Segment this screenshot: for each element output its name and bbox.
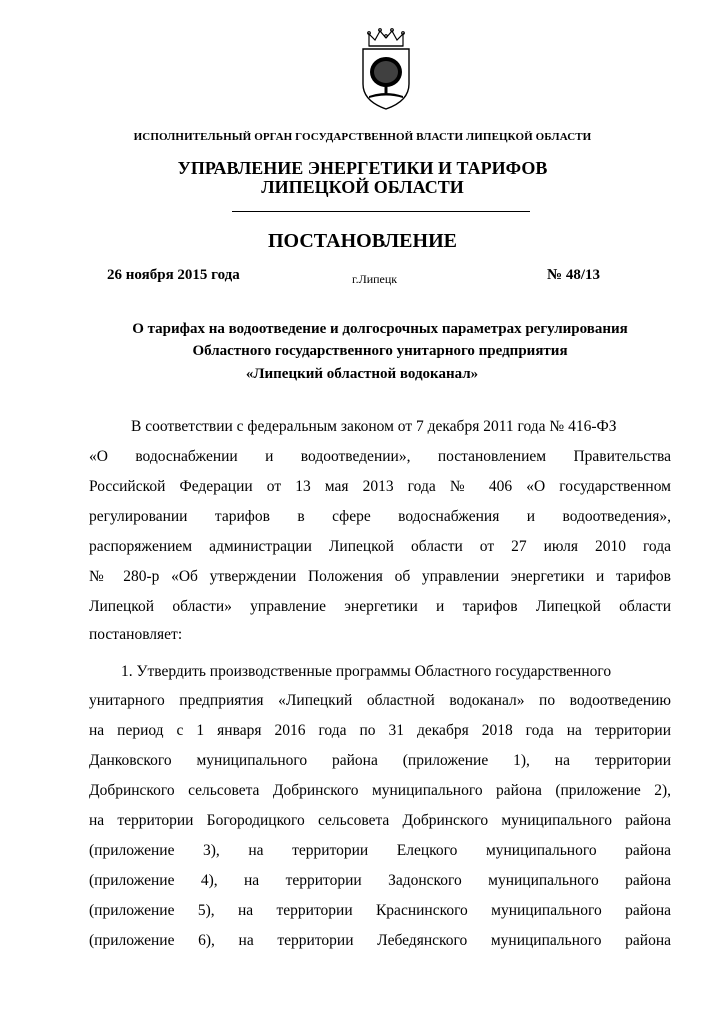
subject-line: «Липецкий областной водоканал» [245,366,479,382]
body-line: Добринского сельсовета Добринского муниципального района (приложение 2), [89,782,671,799]
department-name-line2: ЛИПЕЦКОЙ ОБЛАСТИ [261,177,464,197]
body-line: на территории Богородицкого сельсовета Добринского муниципального района [89,812,671,829]
document-type-title: ПОСТАНОВЛЕНИЕ [268,230,457,252]
department-name-line1: УПРАВЛЕНИЕ ЭНЕРГЕТИКИ И ТАРИФОВ [177,158,548,178]
document-city: г.Липецк [352,272,398,286]
body-line: 1. Утвердить производственные программы Областного государственного [121,663,612,680]
body-line: Данковского муниципального района (приложение 1), на территории [89,752,671,769]
body-line: (приложение 4), на территории Задонского муниципального района [89,872,671,889]
header-divider [232,211,530,212]
document-date: 26 ноября 2015 года [107,267,240,283]
body-line: на период с 1 января 2016 года по 31 декабря 2018 года на территории [89,722,671,739]
body-line: В соответствии с федеральным законом от 7 декабря 2011 года № 416-ФЗ [131,418,617,435]
body-line: (приложение 5), на территории Краснинского муниципального района [89,902,671,919]
subject-line: Областного государственного унитарного предприятия [192,343,568,359]
body-line: «О водоснабжении и водоотведении», постановлением Правительства [89,448,671,465]
body-line: Липецкой области» управление энергетики и тарифов Липецкой области [89,598,671,615]
body-line: Российской Федерации от 13 мая 2013 года № 406 «О государственном [89,478,671,495]
document-number: № 48/13 [547,267,600,283]
coat-of-arms-emblem [355,28,417,112]
body-line: постановляет: [89,626,183,643]
issuing-authority: ИСПОЛНИТЕЛЬНЫЙ ОРГАН ГОСУДАРСТВЕННОЙ ВЛАСТИ ЛИПЕЦКОЙ ОБЛАСТИ [133,131,592,143]
body-line: № 280-р «Об утверждении Положения об управлении энергетики и тарифов [89,568,671,585]
body-line: унитарного предприятия «Липецкий областной водоканал» по водоотведению [89,692,671,709]
body-line: (приложение 3), на территории Елецкого муниципального района [89,842,671,859]
body-line: распоряжением администрации Липецкой области от 27 июля 2010 года [89,538,671,555]
subject-line: О тарифах на водоотведение и долгосрочных параметрах регулирования [132,321,628,337]
body-line: регулировании тарифов в сфере водоснабжения и водоотведения», [89,508,671,525]
body-line: (приложение 6), на территории Лебедянского муниципального района [89,932,671,949]
